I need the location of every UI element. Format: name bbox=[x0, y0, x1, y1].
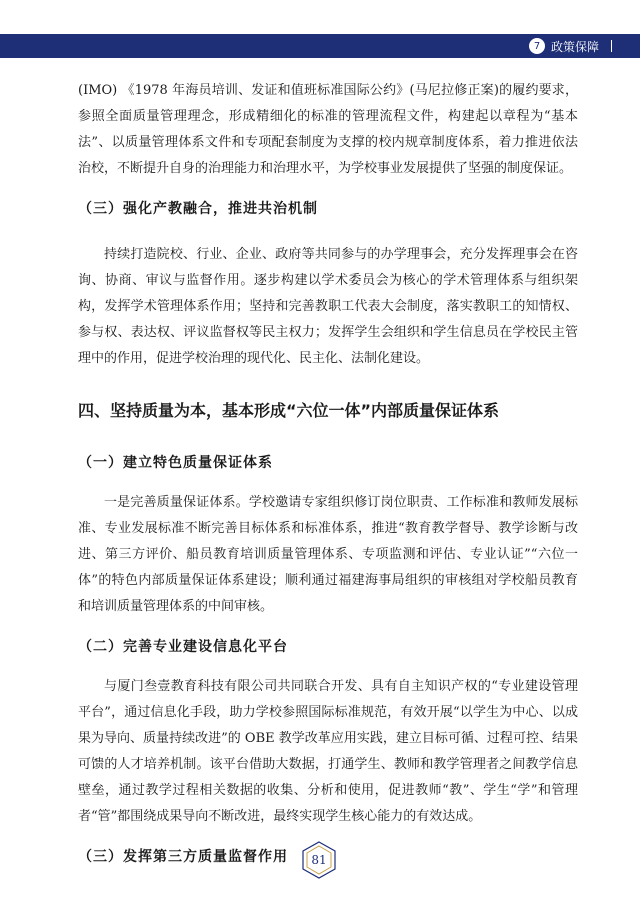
heading-strengthen-integration: （三）强化产教融合，推进共治机制 bbox=[78, 201, 318, 217]
page-content bbox=[78, 78, 578, 870]
heading-section-four: 四、坚持质量为本，基本形成“六位一体”内部质量保证体系 bbox=[78, 401, 500, 420]
chapter-number-badge: 7 bbox=[529, 38, 545, 54]
page-number-badge bbox=[299, 840, 339, 880]
paragraph-quality-system: 一是完善质量保证体系。学校邀请专家组织修订岗位职责、工作标准和教师发展标准、专业发展标准不断完善目标体系和标准体系，推进“教育教学督导、教学诊断与改进、第三方评价、船员教育培训质量管理体系、专项监测和评估、专业认证”“六位一体”的特色内部质量保证体系建设；顺利通过福建海事局组织的审核组对学校船员教育和培训质量管理体系的中间审核。 bbox=[78, 495, 578, 614]
page-number: 81 bbox=[311, 853, 327, 867]
section-title: 政策保障 bbox=[551, 39, 600, 54]
chapter-header bbox=[525, 34, 640, 58]
paragraph-imo: (IMO) 《1978 年海员培训、发证和值班标准国际公约》(马尼拉修正案)的履约要求，参照全面质量管理理念，形成精细化的标准的管理流程文件，构建起以章程为“基本法”、以质量管理体系文件和专项配套制度为支撑的校内规章制度体系，着力推进依法治校，不断提升自身的治理能力和治理水平，为学校事业发展提供了坚强的制度保证。 bbox=[78, 83, 578, 176]
heading-quality-system: （一）建立特色质量保证体系 bbox=[78, 455, 273, 471]
heading-third-party: （三）发挥第三方质量监督作用 bbox=[78, 849, 288, 865]
heading-info-platform: （二）完善专业建设信息化平台 bbox=[78, 639, 288, 655]
header-divider bbox=[611, 40, 612, 52]
paragraph-council: 持续打造院校、行业、企业、政府等共同参与的办学理事会，充分发挥理事会在咨询、协商、审议与监督作用。逐步构建以学术委员会为核心的学术管理体系与组织架构，发挥学术管理体系作用；坚持和完善教职工代表大会制度，落实教职工的知情权、参与权、表达权、评议监督权等民主权力；发挥学生会组织和学生信息员在学校民主管理中的作用，促进学校治理的现代化、民主化、法制化建设。 bbox=[78, 247, 578, 366]
paragraph-info-platform: 与厦门叁壹教育科技有限公司共同联合开发、具有自主知识产权的“专业建设管理平台”，通过信息化手段，助力学校参照国际标准规范，有效开展“以学生为中心、以成果为导向、质量持续改进”的 OBE 教学改革应用实践，建立目标可循、过程可控、结果可馈的人才培养机制。该平台借助大数据，打通学生、教师和教学管理者之间教学信息壁垒，通过教学过程相关数据的收集、分析和使用，促进教师“教”、学生“学”和管理者“管”都围绕成果导向不断改进，最终实现学生核心能力的有效达成。 bbox=[78, 679, 578, 824]
